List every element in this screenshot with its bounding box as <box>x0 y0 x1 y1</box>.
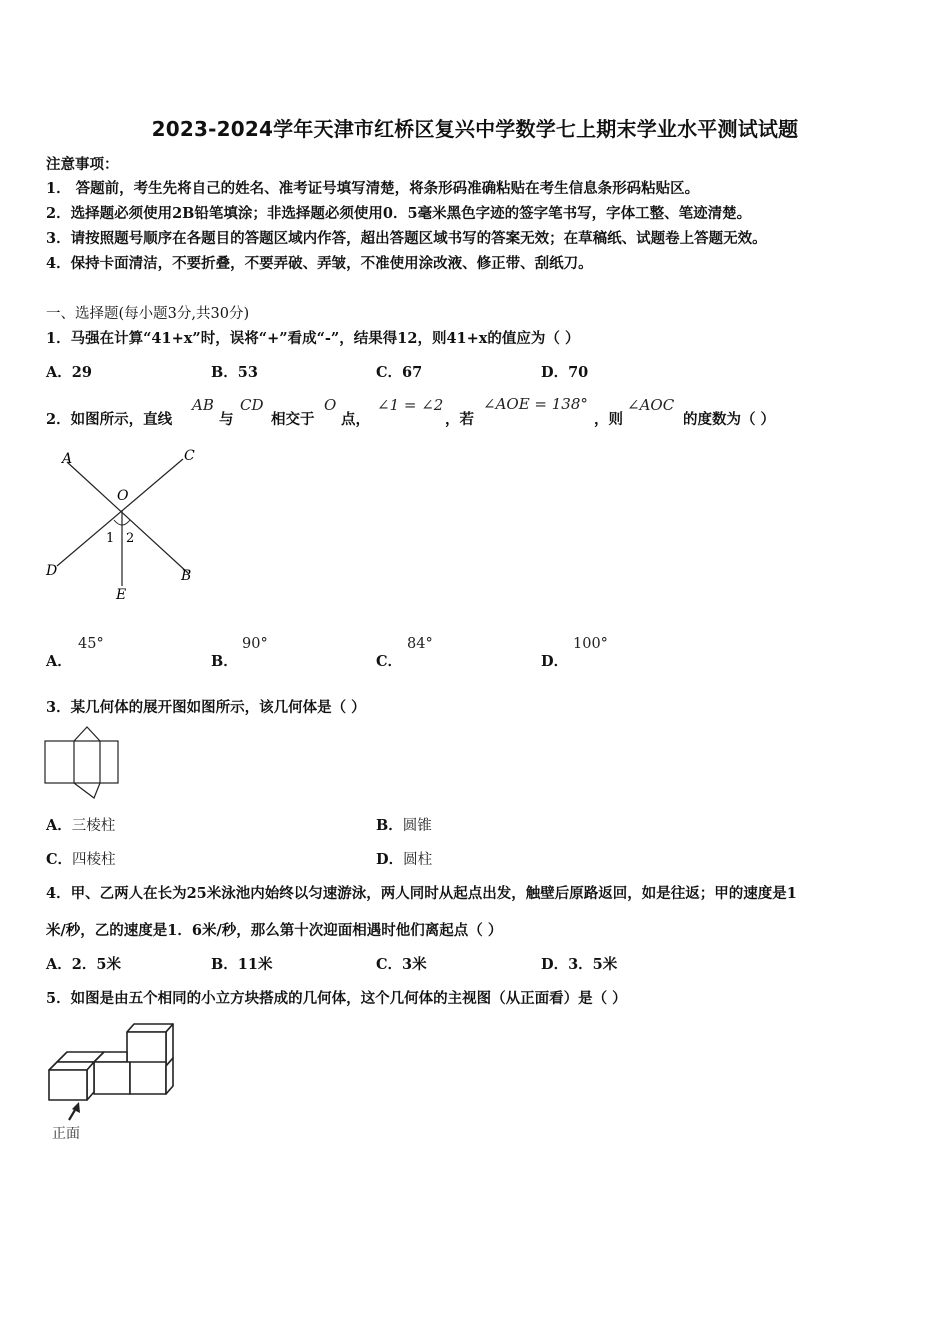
q4-option-b <box>211 953 272 974</box>
q2-option-d-label: D． <box>541 653 569 670</box>
stem-text: 与 <box>219 411 234 428</box>
math-angle-aoe: ∠AOE = 138° <box>483 395 588 413</box>
net-rectangle <box>45 741 118 783</box>
intersecting-lines-figure <box>40 440 210 610</box>
option-label: D． <box>541 364 569 381</box>
label-d: D <box>46 563 58 579</box>
front-view-caption: 正面 <box>52 1126 80 1142</box>
option-value: 圆锥 <box>402 818 432 834</box>
label-b: B <box>181 568 192 584</box>
stem-text: 点， <box>341 411 370 428</box>
option-value: 3米 <box>402 956 427 973</box>
option-value: 三棱柱 <box>71 818 116 834</box>
option-label: C． <box>376 364 403 381</box>
label-e: E <box>116 587 127 603</box>
math-cd: CD <box>240 396 264 414</box>
option-label: A． <box>46 364 72 381</box>
option-value: 11米 <box>237 956 273 973</box>
notice-heading: 注意事项： <box>46 156 119 173</box>
math-angle-equality: ∠1 = ∠2 <box>377 396 444 414</box>
notice-item: 4．保持卡面清洁，不要折叠，不要弄破、弄皱，不准使用涂改液、修正带、刮纸刀。 <box>46 255 593 272</box>
option-label: D． <box>376 851 404 868</box>
label-angle-2: 2 <box>126 531 135 546</box>
prism-net-figure <box>44 726 124 802</box>
cube-side-face <box>87 1062 94 1100</box>
option-label: D． <box>541 956 569 973</box>
q2-option-a-label: A． <box>46 653 72 670</box>
question-2-stem-start: 2．如图所示，直线 <box>46 411 173 428</box>
question-1-stem: 1．马强在计算“41+x”时，误将“+”看成“-”，结果得12，则41+x的值应为（ ） <box>46 330 580 347</box>
q1-option-a <box>46 361 92 382</box>
option-label: C． <box>376 956 403 973</box>
q1-option-c <box>376 361 422 382</box>
cube-front-face <box>94 1062 130 1094</box>
math-angle-aoc: ∠AOC <box>627 396 675 414</box>
stem-text: 的度数为（ ） <box>683 411 776 428</box>
q3-option-c <box>46 848 116 869</box>
option-label: C． <box>46 851 73 868</box>
net-top-triangle <box>74 727 100 741</box>
net-bottom-triangle <box>74 783 100 798</box>
line-cd <box>57 459 183 566</box>
option-value: 2．5米 <box>71 956 121 973</box>
q1-option-d <box>541 361 588 382</box>
option-value: 3．5米 <box>568 956 618 973</box>
notice-item: 1． 答题前，考生先将自己的姓名、准考证号填写清楚，将条形码准确粘贴在考生信息条形码粘贴区。 <box>46 180 700 197</box>
q4-option-d <box>541 953 617 974</box>
option-label: A． <box>46 956 72 973</box>
option-value: 67 <box>402 364 423 381</box>
section-heading: 一、选择题(每小题3分,共30分) <box>46 306 250 322</box>
line-ab <box>67 462 188 573</box>
q3-option-b <box>376 814 432 835</box>
cube-front-face <box>130 1062 166 1094</box>
page-title: 2023-2024学年天津市红桥区复兴中学数学七上期末学业水平测试试题 <box>151 117 799 141</box>
q3-option-a <box>46 814 115 835</box>
stem-text: ，若 <box>445 411 474 428</box>
q2-option-c-value: 84° <box>407 636 433 652</box>
label-a: A <box>62 451 73 467</box>
cube-front-face <box>127 1032 166 1066</box>
notice-item: 3．请按照题号顺序在各题目的答题区域内作答，超出答题区域书写的答案无效；在草稿纸、试题卷上答题无效。 <box>46 230 767 247</box>
question-5-stem: 5．如图是由五个相同的小立方块搭成的几何体，这个几何体的主视图（从正面看）是（ ） <box>46 990 627 1007</box>
math-ab: AB <box>192 396 214 414</box>
question-3-stem: 3．某几何体的展开图如图所示，该几何体是（ ） <box>46 699 366 716</box>
label-c: C <box>184 448 195 464</box>
q3-option-d <box>376 848 432 869</box>
q2-option-d-value: 100° <box>573 636 608 652</box>
math-o: O <box>324 396 337 414</box>
option-value: 圆柱 <box>403 852 433 868</box>
q2-option-b-label: B． <box>211 653 238 670</box>
q4-option-c <box>376 953 427 974</box>
stem-text: ，则 <box>594 411 623 428</box>
option-label: A． <box>46 817 72 834</box>
notice-item: 2．选择题必须使用2B铅笔填涂；非选择题必须使用0．5毫米黑色字迹的签字笔书写，字体工整、笔迹清楚。 <box>46 205 752 222</box>
q4-option-a <box>46 953 121 974</box>
option-label: B． <box>211 956 238 973</box>
question-4-stem-line1: 4．甲、乙两人在长为25米泳池内始终以匀速游泳，两人同时从起点出发，触壁后原路返回，如是往返；甲的速度是1 <box>46 885 797 902</box>
option-value: 70 <box>568 364 589 381</box>
option-label: B． <box>376 817 403 834</box>
option-value: 53 <box>237 364 258 381</box>
label-o: O <box>117 488 129 504</box>
q2-option-c-label: C． <box>376 653 403 670</box>
option-label: B． <box>211 364 238 381</box>
q2-option-b-value: 90° <box>242 636 268 652</box>
q2-option-a-value: 45° <box>78 636 104 652</box>
cube-stack-figure <box>44 1020 184 1145</box>
option-value: 四棱柱 <box>72 852 116 868</box>
stem-text: 相交于 <box>271 411 315 428</box>
option-value: 29 <box>71 364 92 381</box>
q1-option-b <box>211 361 258 382</box>
label-angle-1: 1 <box>106 531 115 546</box>
cube-front-face <box>49 1070 87 1100</box>
question-4-stem-line2: 米/秒，乙的速度是1．6米/秒，那么第十次迎面相遇时他们离起点（ ） <box>46 922 503 939</box>
